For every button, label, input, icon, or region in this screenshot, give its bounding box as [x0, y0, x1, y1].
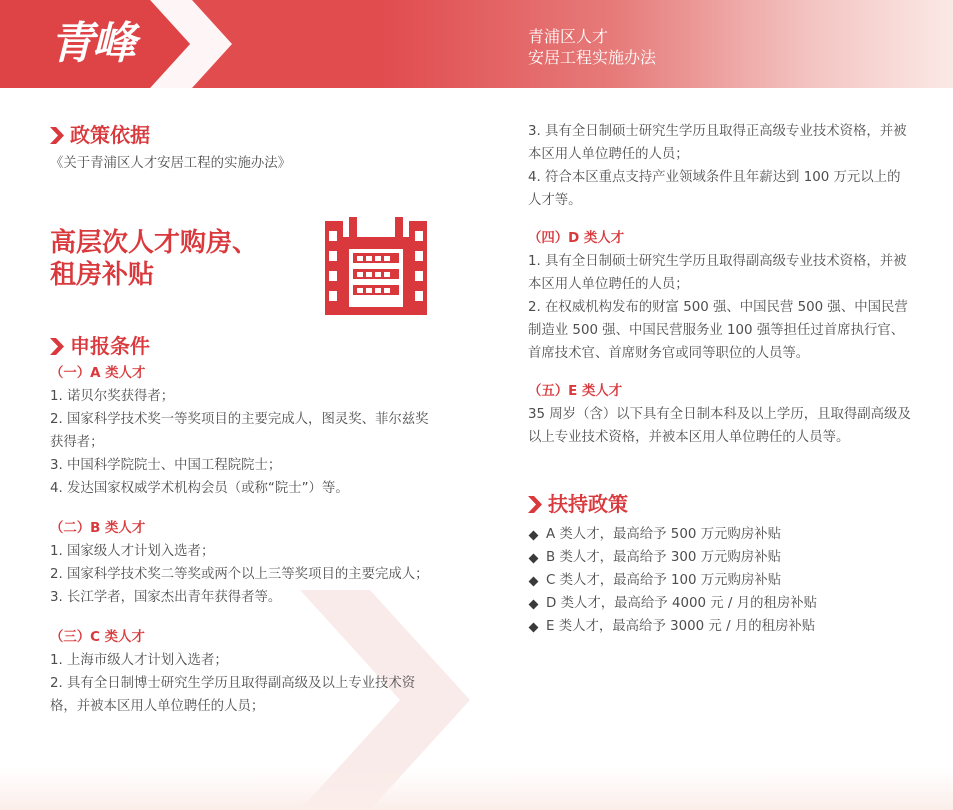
- header-title-line2: 安居工程实施办法: [528, 48, 657, 67]
- cat-b-item: 2. 国家科学技术奖二等奖或两个以上三等奖项目的主要完成人；: [50, 567, 429, 582]
- header-title-line1: 青浦区人才: [528, 27, 609, 46]
- cat-c-item: 2. 具有全日制博士研究生学历且取得副高级及以上专业技术资格，并被本区用人单位聘任的人员；: [50, 676, 416, 714]
- policy-basis-heading: [50, 120, 445, 150]
- building-icon: [325, 217, 427, 315]
- cat-a-title: （一）A 类人才: [50, 366, 146, 381]
- cat-c-item: 3. 具有全日制硕士研究生学历且取得正高级专业技术资格，并被本区用人单位聘任的人员；: [528, 124, 907, 162]
- conditions-heading-label: 申报条件: [70, 334, 150, 358]
- cat-b-title: （二）B 类人才: [50, 521, 146, 536]
- support-item: B 类人才，最高给予 300 万元购房补贴: [528, 546, 923, 569]
- diamond-bullet-icon: [529, 600, 539, 610]
- cat-a-item: 4. 发达国家权威学术机构会员（或称“院士”）等。: [50, 481, 349, 496]
- chevron-right-icon: [50, 127, 64, 144]
- support-item: C 类人才，最高给予 100 万元购房补贴: [528, 569, 923, 592]
- support-item: A 类人才，最高给予 500 万元购房补贴: [528, 523, 923, 546]
- page-header: [0, 0, 953, 88]
- conditions-heading: [50, 331, 445, 361]
- diamond-bullet-icon: [529, 531, 539, 541]
- cat-d-item: 1. 具有全日制硕士研究生学历且取得副高级专业技术资格，并被本区用人单位聘任的人员；: [528, 254, 907, 292]
- cat-d-title: （四）D 类人才: [528, 231, 625, 246]
- support-heading: [528, 489, 923, 519]
- cat-e-item: 35 周岁（含）以下具有全日制本科及以上学历，且取得副高级及以上专业技术资格，并被本区用人单位聘任的人员等。: [528, 407, 911, 445]
- main-title-line2: 租房补贴: [50, 260, 155, 290]
- cat-b-item: 1. 国家级人才计划入选者；: [50, 544, 215, 559]
- header-title: [528, 26, 656, 68]
- diamond-bullet-icon: [529, 554, 539, 564]
- cat-a-item: 1. 诺贝尔奖获得者；: [50, 389, 175, 404]
- right-column: [528, 120, 923, 638]
- chevron-right-icon: [50, 338, 64, 355]
- support-heading-label: 扶持政策: [548, 492, 628, 516]
- left-column: [50, 120, 445, 718]
- policy-basis-text: 《关于青浦区人才安居工程的实施办法》: [50, 156, 292, 171]
- cat-c-item: 4. 符合本区重点支持产业领域条件且年薪达到 100 万元以上的人才等。: [528, 170, 901, 208]
- bottom-band: [0, 768, 953, 810]
- cat-d-item: 2. 在权威机构发布的财富 500 强、中国民营 500 强、中国民营制造业 500 强、中国民营服务业 100 强等担任过首席执行官、首席技术官、首席财务官或同等职位的人员等。: [528, 300, 908, 361]
- cat-c-item: 1. 上海市级人才计划入选者；: [50, 653, 228, 668]
- diamond-bullet-icon: [529, 623, 539, 633]
- policy-basis-heading-label: 政策依据: [70, 123, 150, 147]
- main-title-line1: 高层次人才购房、: [50, 228, 259, 258]
- support-item: D 类人才，最高给予 4000 元 / 月的租房补贴: [528, 592, 923, 615]
- support-item: E 类人才，最高给予 3000 元 / 月的租房补贴: [528, 615, 923, 638]
- diamond-bullet-icon: [529, 577, 539, 587]
- cat-b-item: 3. 长江学者，国家杰出青年获得者等。: [50, 590, 282, 605]
- logo: 青峰: [50, 18, 134, 69]
- cat-c-title: （三）C 类人才: [50, 630, 145, 645]
- cat-a-item: 2. 国家科学技术奖一等奖项目的主要完成人，图灵奖、菲尔兹奖获得者；: [50, 412, 429, 450]
- cat-e-title: （五）E 类人才: [528, 384, 623, 399]
- support-list: [528, 523, 923, 638]
- chevron-right-icon: [528, 496, 542, 513]
- cat-a-item: 3. 中国科学院院士、中国工程院院士；: [50, 458, 282, 473]
